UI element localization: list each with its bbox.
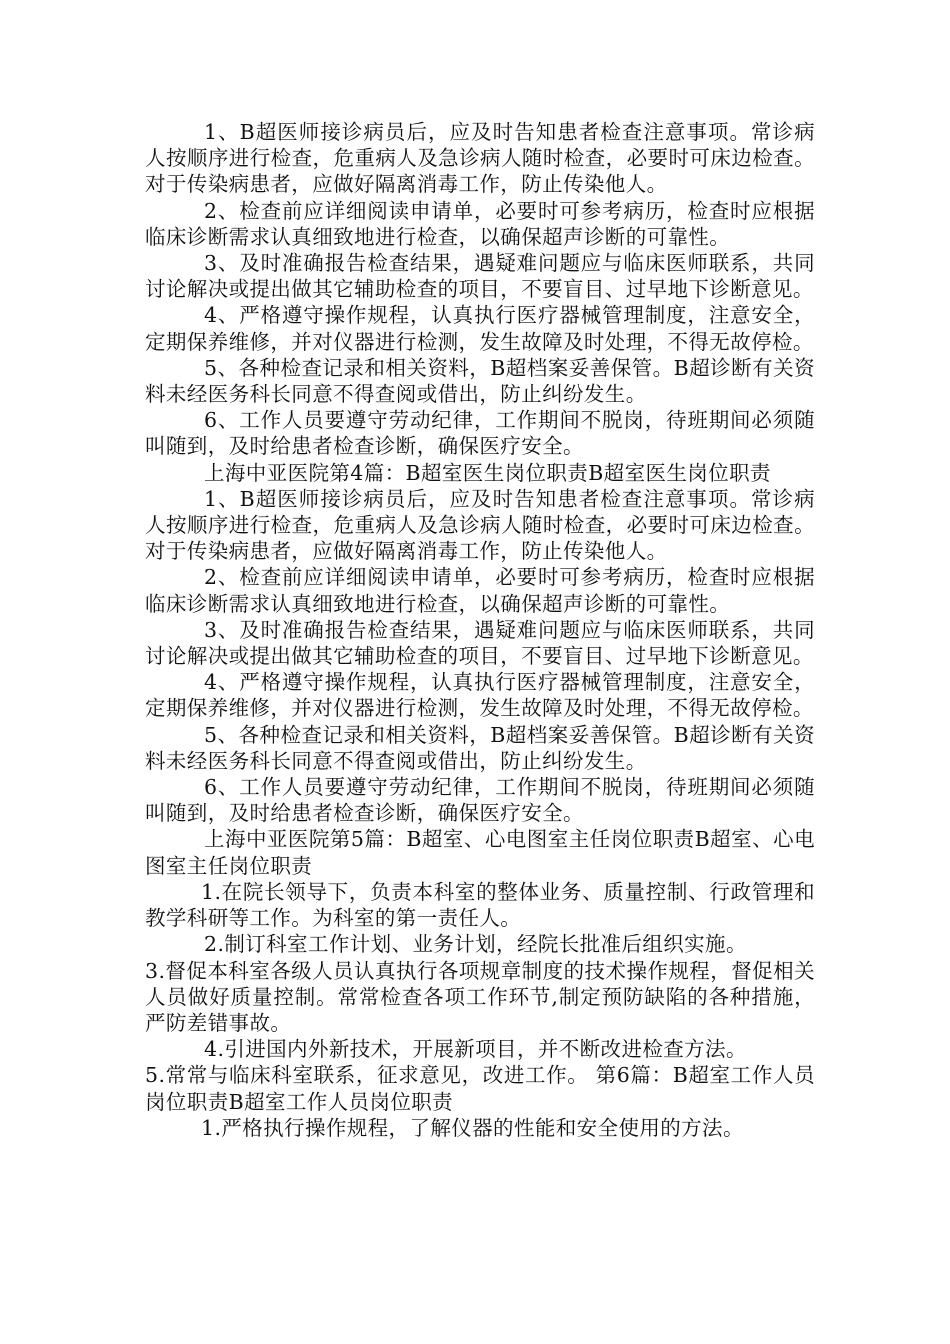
- paragraph: 2、检查前应详细阅读申请单，必要时可参考病历，检查时应根据临床诊断需求认真细致地进行检查，以确保超声诊断的可靠性。: [145, 198, 815, 249]
- paragraph: 2、检查前应详细阅读申请单，必要时可参考病历，检查时应根据临床诊断需求认真细致地进行检查，以确保超声诊断的可靠性。: [145, 565, 815, 616]
- paragraph: 5、各种检查记录和相关资料，B超档案妥善保管。B超诊断有关资料未经医务科长同意不得查阅或借出，防止纠纷发生。: [145, 355, 815, 407]
- paragraph: 1、B超医师接诊病员后，应及时告知患者检查注意事项。常诊病人按顺序进行检查，危重病人及急诊病人随时检查，必要时可床边检查。对于传染病患者，应做好隔离消毒工作，防止传染他人。: [145, 486, 815, 564]
- paragraph: 3、及时准确报告检查结果，遇疑难问题应与临床医师联系，共同讨论解决或提出做其它辅助检查的项目，不要盲目、过早地下诊断意见。: [145, 617, 815, 669]
- paragraph: 2.制订科室工作计划、业务计划，经院长批准后组织实施。: [204, 932, 747, 957]
- paragraph: 5.常常与临床科室联系，征求意见，改进工作。 第6篇：B超室工作人员岗位职责B超室工作人员岗位职责: [145, 1063, 815, 1114]
- paragraph: 1、B超医师接诊病员后，应及时告知患者检查注意事项。常诊病人按顺序进行检查，危重病人及急诊病人随时检查，必要时可床边检查。对于传染病患者，应做好隔离消毒工作，防止传染他人。: [145, 120, 815, 197]
- paragraph: 1.在院长领导下，负责本科室的整体业务、质量控制、行政管理和教学科研等工作。为科室的第一责任人。: [145, 879, 815, 931]
- section-heading: 上海中亚医院第5篇：B超室、心电图室主任岗位职责B超室、心电图室主任岗位职责: [145, 827, 815, 878]
- paragraph: 1.严格执行操作规程，了解仪器的性能和安全使用的方法。: [201, 1115, 744, 1140]
- paragraph: 3、及时准确报告检查结果，遇疑难问题应与临床医师联系，共同讨论解决或提出做其它辅助检查的项目，不要盲目、过早地下诊断意见。: [145, 251, 815, 302]
- paragraph: 6、工作人员要遵守劳动纪律，工作期间不脱岗，待班期间必须随叫随到，及时给患者检查诊断，确保医疗安全。: [145, 408, 815, 459]
- section-heading: 上海中亚医院第4篇：B超室医生岗位职责B超室医生岗位职责: [204, 460, 771, 485]
- paragraph: 4、严格遵守操作规程，认真执行医疗器械管理制度，注意安全，定期保养维修，并对仪器进行检测，发生故障及时处理，不得无故停检。: [145, 670, 815, 721]
- paragraph: 5、各种检查记录和相关资料，B超档案妥善保管。B超诊断有关资料未经医务科长同意不得查阅或借出，防止纠纷发生。: [145, 722, 815, 773]
- paragraph: 6、工作人员要遵守劳动纪律，工作期间不脱岗，待班期间必须随叫随到，及时给患者检查诊断，确保医疗安全。: [145, 775, 815, 826]
- paragraph: 3.督促本科室各级人员认真执行各项规章制度的技术操作规程，督促相关人员做好质量控制。常常检查各项工作环节,制定预防缺陷的各种措施，严防差错事故。: [145, 958, 815, 1035]
- document-body: [145, 119, 815, 1141]
- paragraph: 4.引进国内外新技术，开展新项目，并不断改进检查方法。: [204, 1037, 747, 1062]
- paragraph: 4、严格遵守操作规程，认真执行医疗器械管理制度，注意安全，定期保养维修，并对仪器进行检测，发生故障及时处理，不得无故停检。: [145, 303, 815, 354]
